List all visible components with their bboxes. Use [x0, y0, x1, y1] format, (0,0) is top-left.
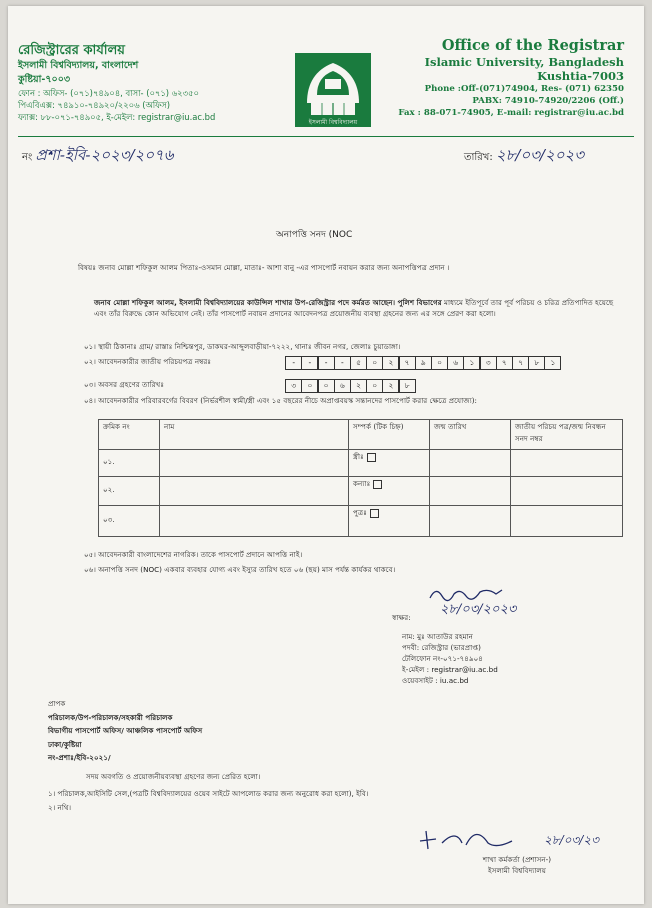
relation-label: স্ত্রীঃ — [353, 452, 364, 461]
signatory-details — [402, 631, 632, 686]
table-row — [99, 477, 623, 506]
row-serial: ০৩. — [99, 506, 160, 537]
col-header-birthdate: জন্ম তারিখ — [430, 420, 511, 450]
recipient-block — [48, 697, 368, 765]
row-birthdate — [430, 450, 511, 477]
copy-list-item: ১। পরিচালক,আইসিটি সেল,(পত্রটি বিশ্ববিদ্যালয়ের ওয়েব সাইটে আপলোড করার জন্য অনুরোধ করা হলো), ইবি। — [48, 789, 369, 798]
item-retirement-label: ০৩। অবসর গ্রহণের তারিখঃ — [84, 380, 165, 389]
signatory-phone: টেলিফোন নং-০৭১-৭৪৯০৪ — [402, 654, 483, 663]
item-citizenship: ০৫। আবেদনকারী বাংলাদেশের নাগরিক। তাকে পাসপোর্ট প্রদানে আপত্তি নাই। — [84, 550, 303, 559]
row-relation — [349, 450, 430, 477]
recipient-label: প্রাপক — [48, 699, 66, 708]
row-name — [160, 506, 349, 537]
university-name-bn: ইসলামী বিশ্ববিদ্যালয়, বাংলাদেশ — [18, 60, 139, 71]
relation-label: পুত্রঃ — [353, 508, 367, 517]
nid-digit-box: ২ — [382, 356, 399, 370]
reference-no-value: প্রশা-ইবি-২০২৩/২০৭৬ — [35, 146, 174, 164]
table-row — [99, 506, 623, 537]
row-nid — [511, 477, 623, 506]
phone-bn: ফোন : অফিস- (০৭১)৭৪৯০৪, বাসা- (০৭১) ৬২৩৫০ — [18, 88, 199, 98]
row-birthdate — [430, 506, 511, 537]
body-paragraph — [94, 297, 624, 319]
retire-digit-box: ০ — [301, 379, 318, 393]
fax-en: Fax : 88-071-74905, E-mail: registrar@iu.ac.bd — [398, 108, 624, 118]
row-serial: ০২. — [99, 477, 160, 506]
signatory-email: ই-মেইল : registrar@iu.ac.bd — [402, 665, 498, 674]
row-name — [160, 450, 349, 477]
row-name — [160, 477, 349, 506]
nid-digit-box: - — [301, 356, 318, 370]
nid-digit-box: ১ — [463, 356, 480, 370]
signatory-website: ওয়েবসাইট : iu.ac.bd — [402, 676, 469, 685]
relation-label: কন্যাঃ — [353, 479, 371, 488]
copy-list-item: ২। নথি। — [48, 803, 72, 812]
retire-digit-box: ৩ — [285, 379, 302, 393]
recipient-line-1: পরিচালক/উপ-পরিচালক/সহকারী পরিচালক — [48, 712, 173, 722]
noc-letter-page — [8, 6, 644, 904]
table-header-row — [99, 420, 623, 450]
retire-digit-box: ২ — [382, 379, 399, 393]
table-row — [99, 450, 623, 477]
footer-signatory-org: ইসলামী বিশ্ববিদ্যালয় — [487, 866, 546, 875]
nid-digit-box: ৭ — [512, 356, 529, 370]
body-rest: মাধ্যমে ইতিপূর্বে তার পূর্ব পরিচয় ও চরিত্র প্রতিপাদিত হয়েছে এবং তাঁর বিরুদ্ধে কোন অভিযোগ নেই। তাঁর পাসপোর্ট নবায়ন প্রদানের আবেদনপত্র প্রয়োজনীয় ব্যবস্থা গ্রহনের জন্য এর সঙ্গে প্রেরণ করা হলো। — [94, 298, 614, 318]
retire-digit-box: ০ — [366, 379, 383, 393]
row-relation — [349, 506, 430, 537]
office-title-bn: রেজিস্ট্রারের কার্যালয় — [18, 43, 125, 58]
item-permanent-address: ০১। স্থায়ী ঠিকানাঃ গ্রাম/ রাস্তাঃ নিশ্চিন্তপুর, ডাকঘর-আব্দুলবাড়ীয়া-৭২২২, থানাঃ জীবন নগর, জেলাঃ চুয়াডাঙ্গা। — [84, 342, 401, 351]
nid-digit-box: ৭ — [399, 356, 416, 370]
city-bn: কুষ্টিয়া-৭০০৩ — [18, 74, 71, 85]
nid-digit-box: - — [334, 356, 351, 370]
copy-reference: নং-প্রশাঃ/ইবি-২০২১/ — [48, 753, 111, 762]
nid-digit-box: ৩ — [480, 356, 497, 370]
nid-digit-box: ১ — [544, 356, 561, 370]
nid-digit-box: - — [285, 356, 302, 370]
university-logo — [293, 51, 373, 129]
nid-digit-box: ৮ — [528, 356, 545, 370]
subject-label: বিষয়ঃ — [78, 263, 97, 272]
logo-caption: ইসলামী বিশ্ববিদ্যালয় — [308, 119, 358, 126]
phone-en: Phone :Off-(071)74904, Res- (071) 62350 — [424, 84, 624, 94]
item-family-description: ০৪। আবেদনকারীর পরিবারবর্গের বিবরণ (নির্ভরশীল স্বামী/স্ত্রী এবং ১৫ বছরের নীচে অপ্রাপ্তবয়স্ক সন্তানদের পাসপোর্ট করার ক্ষেত্রে প্রযোজ্য): — [84, 396, 477, 405]
retire-digit-box: ০ — [318, 379, 335, 393]
relation-checkbox[interactable] — [367, 453, 376, 462]
nid-digit-box: ০ — [431, 356, 448, 370]
document-title: অনাপত্তি সনদ (NOC — [276, 230, 353, 240]
subject-text: জনাব মোল্লা শফিকুল আলম পিতাঃ-ওসমান মোল্লা, মাতাঃ- আশা বানু -এর পাসপোর্ট নবায়ন করার জন্য অনাপত্তিপত্র প্রদান । — [98, 263, 450, 272]
reference-no-label: নং — [22, 152, 33, 163]
nid-digit-box: ৯ — [415, 356, 432, 370]
letterhead-english — [388, 36, 624, 119]
copy-list — [48, 787, 628, 815]
col-header-relation: সম্পর্ক (টিক চিহ্ন) — [349, 420, 430, 450]
retire-digit-box: ৬ — [334, 379, 351, 393]
row-relation — [349, 477, 430, 506]
reference-number — [22, 144, 174, 169]
header-divider — [18, 136, 634, 137]
fax-bn: ফ্যাক্স: ৮৮-০৭১-৭৪৯০৫, ই-মেইল: registrar@iu.ac.bd — [18, 112, 216, 122]
university-name-en: Islamic University, Bangladesh — [424, 55, 624, 69]
signatory-name: নাম: মুঃ আতাউর রহমান — [402, 632, 473, 641]
nid-digit-box: ৭ — [496, 356, 513, 370]
subject-line — [78, 262, 548, 273]
retire-digit-box: ৮ — [399, 379, 416, 393]
item-nid-label: ০২। আবেদনকারীর জাতীয় পরিচয়পত্র নম্বরঃ — [84, 357, 212, 366]
office-title-en: Office of the Registrar — [441, 37, 624, 54]
col-header-name: নাম — [160, 420, 349, 450]
relation-checkbox[interactable] — [373, 480, 382, 489]
body-lead: জনাব মোল্লা শফিকুল আলম, ইসলামী বিশ্ববিদ্যালয়ের কাউন্সিল শাখার উপ-রেজিস্ট্রার পদে কর্মরত আছেন। পুলিশ বিভাগের — [94, 298, 442, 307]
item-validity: ০৬। অনাপত্তি সনদ (NOC) একবার ব্যবহার যোগ্য এবং ইস্যুর তারিখ হতে ০৬ (ছয়) মাস পর্যন্ত কার্যকর থাকবে। — [84, 565, 396, 574]
nid-number-boxes — [286, 356, 561, 370]
footer-signatory-title: শাখা কর্মকর্তা (প্রশাসন-) — [482, 855, 552, 864]
reference-date-value: ২৮/০৩/২০২৩ — [495, 146, 585, 164]
pabx-en: PABX: 74910-74920/2206 (Off.) — [472, 96, 624, 106]
recipient-line-3: ঢাকা/কুষ্টিয়া — [48, 739, 82, 749]
reference-date-label: তারিখ: — [464, 152, 493, 163]
signature-label: স্বাক্ষর: — [392, 613, 411, 622]
copy-intro: সদয় অবগতি ও প্রয়োজনীয়ব্যবস্থা গ্রহণের জন্য প্রেরিত হলো। — [86, 772, 261, 781]
city-en: Kushtia-7003 — [537, 69, 624, 83]
retire-digit-box: ২ — [350, 379, 367, 393]
family-details-table — [98, 419, 623, 537]
row-birthdate — [430, 477, 511, 506]
col-header-nid: জাতীয় পরিচয় পত্র/জন্ম নিবন্ধন সনদ নম্বর — [511, 420, 623, 450]
relation-checkbox[interactable] — [370, 509, 379, 518]
reference-date — [464, 144, 584, 169]
letterhead-bangla — [18, 42, 268, 123]
nid-digit-box: ৬ — [447, 356, 464, 370]
retirement-date-boxes — [286, 379, 416, 393]
nid-digit-box: ০ — [366, 356, 383, 370]
signatory-designation: পদবী: রেজিস্ট্রার (ভারপ্রাপ্ত) — [402, 643, 481, 652]
nid-digit-box: - — [318, 356, 335, 370]
footer-signature-date: ২৮/০৩/২৩ — [544, 833, 599, 847]
row-nid — [511, 506, 623, 537]
recipient-line-2: বিভাগীয় পাসপোর্ট অফিস/ আঞ্চলিক পাসপোর্ট অফিস — [48, 726, 203, 735]
nid-digit-box: ৫ — [350, 356, 367, 370]
section-officer-signature — [416, 821, 536, 851]
row-nid — [511, 450, 623, 477]
footer-signatory — [412, 854, 622, 876]
row-serial: ০১. — [99, 450, 160, 477]
col-header-serial: ক্রমিক নং — [99, 420, 160, 450]
signature-date: ২৮/০৩/২০২৩ — [440, 602, 517, 617]
pabx-bn: পিএবিএক্স: ৭৪৯১০-৭৪৯২০/২২০৬ (অফিস) — [18, 100, 171, 110]
